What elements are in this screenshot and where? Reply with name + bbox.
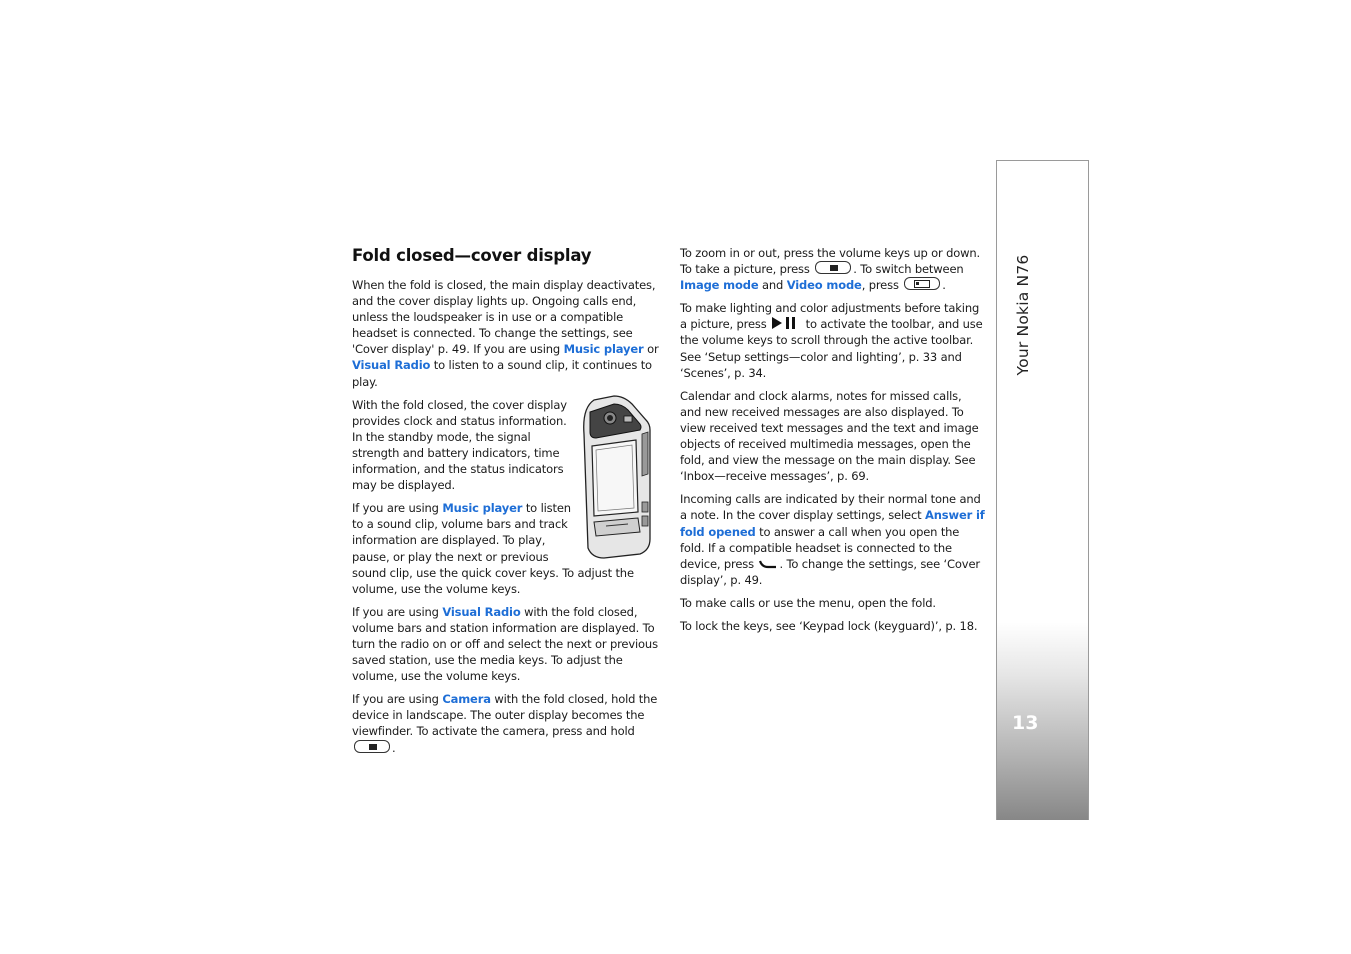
text: If you are using [352,604,443,619]
text: Incoming calls are indicated by their normal tone and a note. In the cover display settings, select [680,492,981,523]
call-key-icon [759,559,777,569]
paragraph-lock-keys: To lock the keys, see ‘Keypad lock (keyguard)’, p. 18. [680,618,978,633]
text: to listen to a sound clip, it continues to play. [352,358,652,389]
text: to answer a call when you open the fold. If a compatible headset is connected to the device, press [680,524,960,571]
mode-key-icon [904,277,940,290]
text: with the fold closed, hold the device in landscape. The outer display becomes the viewfinder. To activate the camera, press and hold [352,692,658,739]
chapter-title-text: Your Nokia N76 [1014,254,1032,376]
text: If you are using [352,692,443,707]
keyword-visual-radio: Visual Radio [352,358,431,373]
text: to activate the toolbar, and use the volume keys to scroll through the active toolbar. See ‘Setup settings—color and lighting’, p. 33 and ‘Scenes’, p. 34. [680,317,983,380]
keyword-music-player: Music player [442,501,523,516]
text: or [643,342,659,357]
text: . To change the settings, see ‘Cover display’, p. 49. [680,556,980,587]
keyword-image-mode: Image mode [680,278,759,293]
text: and [758,278,787,293]
text: . [392,740,396,755]
keyword-music-player: Music player [563,342,644,357]
paragraph-lighting [680,300,985,380]
paragraph-visual-radio [352,604,660,684]
section-heading: Fold closed—cover display [352,246,592,265]
paragraph-make-calls: To make calls or use the menu, open the fold. [680,595,936,610]
text: . To switch between [853,262,964,277]
right-column [680,245,985,641]
left-column [352,245,660,763]
text: with the fold closed, volume bars and station information are displayed. To turn the radio on or off and select the next or previous saved station, use the media keys. To adjust the volume, use the volume keys. [352,604,658,684]
text: When the fold is closed, the main display deactivates, and the cover display lights up. Ongoing calls end, unless the loudspeaker is in use or a compatible headset is connected. To change the settings, see 'Cover display' p. 49. If you are using [352,278,656,357]
text: , press [861,278,903,293]
text: to listen to a sound clip, volume bars and track information are displayed. To play, pause, or play the next or previous sound clip, use the quick cover keys. To adjust the volume, use the volume keys. [352,501,634,596]
capture-key-icon [354,740,390,753]
keyword-camera: Camera [442,692,491,707]
text: To zoom in or out, press the volume keys up or down. To take a picture, press [680,246,981,277]
paragraph-zoom [680,245,985,293]
page-number: 13 [1012,712,1039,734]
chapter-title [1008,250,1038,380]
keyword-video-mode: Video mode [786,278,862,293]
play-pause-key-icon [772,317,800,329]
paragraph-incoming-calls [680,491,985,588]
text: To make lighting and color adjustments before taking a picture, press [680,301,980,332]
keyword-answer-if-fold-opened: Answer if fold opened [680,508,985,539]
capture-key-icon [815,261,851,274]
paragraph-status-info: With the fold closed, the cover display provides clock and status information. In the standby mode, the signal strength and battery indicators, time information, and the status indicators may be displayed. [352,397,567,493]
paragraph-fold-closed [352,277,660,390]
paragraph-alarms: Calendar and clock alarms, notes for missed calls, and new received messages are also displayed. To view received text messages and the text and image objects of received multimedia messages, open the fold, and view the message on the main display. See ‘Inbox—receive messages’, p. 69. [680,388,979,484]
text: . [942,278,946,293]
phone-cover-icon [580,394,660,559]
keyword-visual-radio: Visual Radio [442,604,521,619]
text: If you are using [352,501,443,516]
paragraph-camera [352,691,660,755]
